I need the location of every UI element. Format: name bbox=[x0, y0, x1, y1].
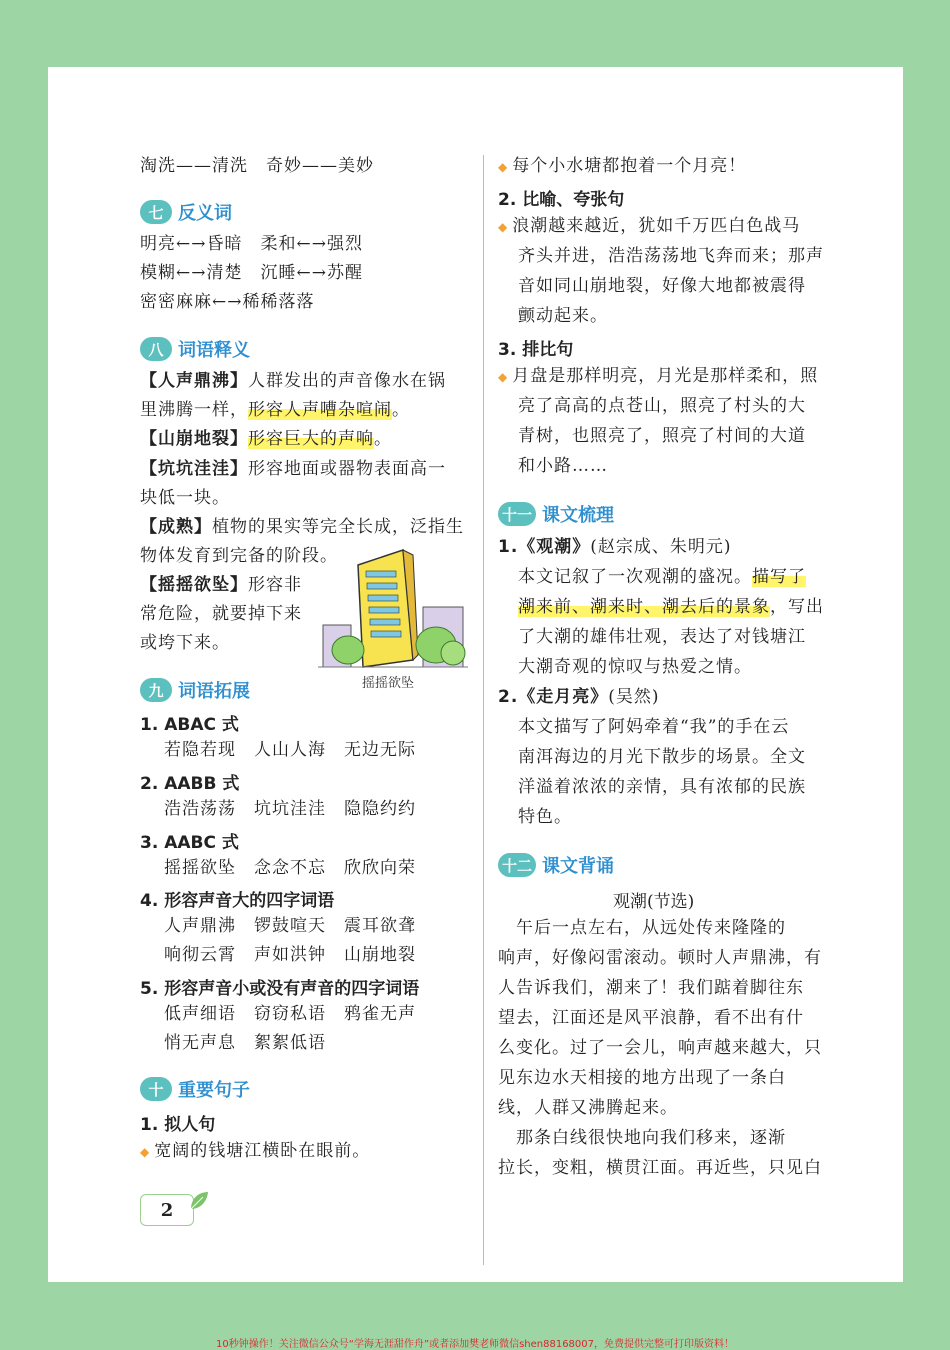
summary-line: 本文记叙了一次观潮的盛况。描写了 bbox=[518, 567, 806, 587]
poem-title: 观潮(节选) bbox=[613, 892, 695, 912]
antonym-line: 密密麻麻←→稀稀落落 bbox=[140, 292, 315, 312]
sentence-line: 颤动起来。 bbox=[518, 306, 608, 326]
section-title: 重要句子 bbox=[178, 1080, 250, 1101]
subheading: 5. 形容声音小或没有声音的四字词语 bbox=[140, 979, 420, 999]
section-title: 反义词 bbox=[178, 203, 232, 224]
building-illustration bbox=[318, 545, 468, 670]
sentence-line: 亮了高高的点苍山，照亮了村头的大 bbox=[518, 396, 806, 416]
section-title: 词语拓展 bbox=[178, 681, 250, 702]
example-sentence: ◆ 月盘是那样明亮，月光是那样柔和，照 bbox=[498, 366, 819, 386]
subheading: 2. 比喻、夸张句 bbox=[498, 190, 625, 210]
antonym-line: 明亮←→昏暗 柔和←→强烈 bbox=[140, 234, 363, 254]
subheading: 3. AABC 式 bbox=[140, 833, 239, 853]
subheading: 3. 排比句 bbox=[498, 340, 574, 360]
synonym-line: 淘洗——清洗 奇妙——美妙 bbox=[140, 156, 374, 176]
passage-line: 响声，好像闷雷滚动。顿时人声鼎沸，有 bbox=[498, 948, 822, 968]
definition-line: 【摇摇欲坠】形容非 bbox=[140, 575, 302, 595]
word-row: 低声细语 窃窃私语 鸦雀无声 bbox=[164, 1004, 416, 1024]
passage-line: 拉长，变粗，横贯江面。再近些，只见白 bbox=[498, 1158, 822, 1178]
sentence-line: 青树，也照亮了，照亮了村间的大道 bbox=[518, 426, 806, 446]
summary-line: 大潮奇观的惊叹与热爱之情。 bbox=[518, 657, 752, 677]
diamond-bullet-icon: ◆ bbox=[140, 1145, 151, 1159]
section-definitions-header bbox=[140, 335, 250, 363]
word-row: 悄无声息 絮絮低语 bbox=[164, 1033, 326, 1053]
section-number-badge: 七 bbox=[140, 200, 172, 224]
section-summary-header bbox=[498, 500, 614, 528]
text-title-line: 1.《观潮》(赵宗成、朱明元) bbox=[498, 537, 732, 557]
example-sentence: ◆ 宽阔的钱塘江横卧在眼前。 bbox=[140, 1141, 371, 1161]
leaf-icon bbox=[188, 1189, 210, 1213]
section-number-badge: 九 bbox=[140, 678, 172, 702]
word-row: 摇摇欲坠 念念不忘 欣欣向荣 bbox=[164, 858, 416, 878]
section-number-badge: 十一 bbox=[498, 502, 536, 526]
word-row: 浩浩荡荡 坑坑洼洼 隐隐约约 bbox=[164, 799, 416, 819]
definition-line: 【山崩地裂】形容巨大的声响。 bbox=[140, 429, 392, 449]
definition-line: 【成熟】植物的果实等完全长成，泛指生 bbox=[140, 517, 464, 537]
definition-line: 里沸腾一样，形容人声嘈杂喧闹。 bbox=[140, 400, 410, 420]
definition-line: 物体发育到完备的阶段。 bbox=[140, 546, 338, 566]
summary-line: 本文描写了阿妈牵着“我”的手在云 bbox=[518, 717, 790, 737]
passage-line: 见东边水天相接的地方出现了一条白 bbox=[498, 1068, 786, 1088]
section-recitation-header bbox=[498, 851, 614, 879]
subheading: 4. 形容声音大的四字词语 bbox=[140, 891, 335, 911]
sentence-line: 和小路…… bbox=[518, 456, 608, 476]
definition-line: 【坑坑洼洼】形容地面或器物表面高一 bbox=[140, 459, 446, 479]
passage-line: 望去，江面还是风平浪静，看不出有什 bbox=[498, 1008, 804, 1028]
text-title-line: 2.《走月亮》(吴然) bbox=[498, 687, 660, 707]
passage-line: 么变化。过了一会儿，响声越来越大，只 bbox=[498, 1038, 822, 1058]
section-title: 课文梳理 bbox=[542, 505, 615, 526]
summary-line: 南洱海边的月光下散步的场景。全文 bbox=[518, 747, 806, 767]
section-antonyms-header bbox=[140, 198, 232, 226]
diamond-bullet-icon: ◆ bbox=[498, 160, 509, 174]
sentence-line: 齐头并进，浩浩荡荡地飞奔而来；那声 bbox=[518, 246, 824, 266]
summary-line: 潮来前、潮来时、潮去后的景象，写出 bbox=[518, 597, 824, 617]
page-number: 2 bbox=[140, 1194, 194, 1226]
definition-line: 常危险，就要掉下来 bbox=[140, 604, 302, 624]
section-title: 课文背诵 bbox=[542, 856, 615, 877]
word-row: 响彻云霄 声如洪钟 山崩地裂 bbox=[164, 945, 416, 965]
column-divider bbox=[483, 155, 484, 1265]
passage-line: 午后一点左右，从远处传来隆隆的 bbox=[498, 918, 786, 938]
definition-line: 或垮下来。 bbox=[140, 633, 230, 653]
diamond-bullet-icon: ◆ bbox=[498, 370, 509, 384]
subheading: 1. ABAC 式 bbox=[140, 715, 239, 735]
summary-line: 了大潮的雄伟壮观，表达了对钱塘江 bbox=[518, 627, 806, 647]
example-sentence: ◆ 浪潮越来越近，犹如千万匹白色战马 bbox=[498, 216, 801, 236]
summary-line: 特色。 bbox=[518, 807, 572, 827]
definition-line: 块低一块。 bbox=[140, 488, 230, 508]
section-number-badge: 十 bbox=[140, 1077, 172, 1101]
summary-line: 洋溢着浓浓的亲情，具有浓郁的民族 bbox=[518, 777, 806, 797]
passage-line: 人告诉我们，潮来了！我们踮着脚往东 bbox=[498, 978, 804, 998]
word-row: 人声鼎沸 锣鼓喧天 震耳欲聋 bbox=[164, 916, 416, 936]
passage-line: 线，人群又沸腾起来。 bbox=[498, 1098, 678, 1118]
word-row: 若隐若现 人山人海 无边无际 bbox=[164, 740, 416, 760]
illustration-caption: 摇摇欲坠 bbox=[362, 676, 415, 691]
footer-promo-text: 10秒钟操作！关注微信公众号“学海无涯甜作舟”或者添加樊老师微信shen88168007，免费提供完整可打印版资料！ bbox=[215, 1339, 735, 1350]
page bbox=[48, 67, 903, 1282]
section-sentences-header bbox=[140, 1075, 250, 1103]
section-title: 词语释义 bbox=[178, 340, 250, 361]
sentence-line: 音如同山崩地裂，好像大地都被震得 bbox=[518, 276, 806, 296]
diamond-bullet-icon: ◆ bbox=[498, 220, 509, 234]
section-expansion-header bbox=[140, 676, 250, 704]
example-sentence: ◆ 每个小水塘都抱着一个月亮！ bbox=[498, 156, 747, 176]
subheading: 2. AABB 式 bbox=[140, 774, 240, 794]
antonym-line: 模糊←→清楚 沉睡←→苏醒 bbox=[140, 263, 363, 283]
subheading: 1. 拟人句 bbox=[140, 1115, 216, 1135]
definition-line: 【人声鼎沸】人群发出的声音像水在锅 bbox=[140, 371, 446, 391]
section-number-badge: 八 bbox=[140, 337, 172, 361]
section-number-badge: 十二 bbox=[498, 853, 536, 877]
passage-line: 那条白线很快地向我们移来，逐渐 bbox=[498, 1128, 786, 1148]
